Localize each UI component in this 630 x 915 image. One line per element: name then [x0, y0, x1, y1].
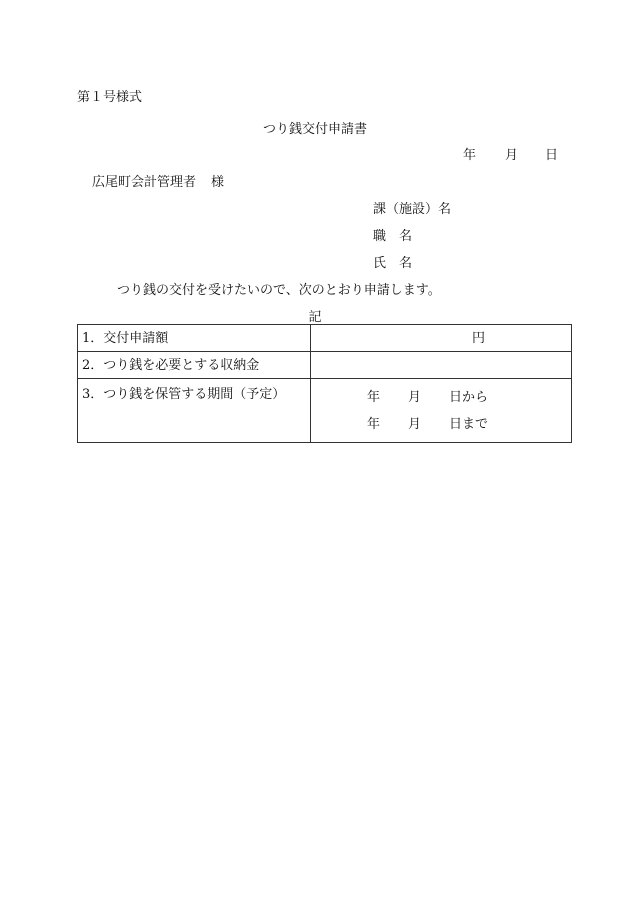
- ki-label: 記: [308, 310, 322, 325]
- date-month: 月: [505, 148, 519, 163]
- addressee-name: 広尾町会計管理者: [92, 175, 197, 190]
- period-from-year: 年: [367, 389, 381, 405]
- date-year: 年: [463, 148, 477, 163]
- period-to-line: [311, 411, 571, 438]
- table-row: [78, 325, 572, 352]
- applicant-name-label: 氏 名: [373, 256, 413, 271]
- body-text: つり銭の交付を受けたいので、次のとおり申請します。: [117, 283, 441, 298]
- addressee-honorific: 様: [211, 175, 225, 190]
- table-row: [78, 352, 572, 379]
- period-to-year: 年: [367, 416, 381, 432]
- amount-unit: 円: [471, 330, 485, 346]
- period-from-month: 月: [408, 389, 422, 405]
- period-to-day: 日まで: [449, 416, 489, 432]
- table-row: [78, 379, 572, 443]
- items-table: [77, 324, 572, 443]
- amount-label: 1．交付申請額: [78, 325, 311, 352]
- applicant-post-label: 職 名: [373, 229, 413, 244]
- amount-field[interactable]: [311, 325, 572, 352]
- period-from-day: 日から: [449, 389, 489, 405]
- period-field[interactable]: [311, 379, 572, 443]
- applicant-department-label: 課（施設）名: [373, 202, 452, 217]
- date-day: 日: [545, 148, 559, 163]
- document-title: つり銭交付申請書: [262, 122, 367, 137]
- form-number: 第１号様式: [77, 90, 143, 105]
- period-from-line: [311, 384, 571, 411]
- period-label: 3．つり銭を保管する期間（予定）: [78, 379, 311, 443]
- period-to-month: 月: [408, 416, 422, 432]
- revenue-field[interactable]: [311, 352, 572, 379]
- revenue-label: 2．つり銭を必要とする収納金: [78, 352, 311, 379]
